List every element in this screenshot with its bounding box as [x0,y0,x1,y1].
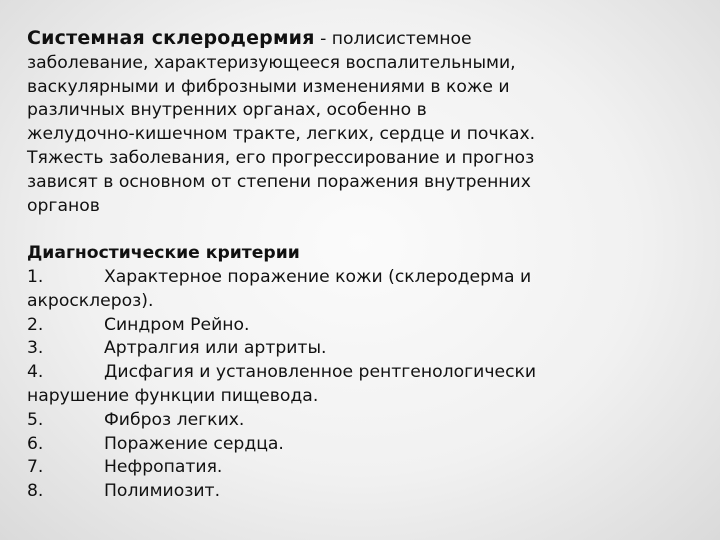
intro-line: Тяжесть заболевания, его прогрессирование и прогноз [27,147,535,168]
item-number: 8. [27,481,44,502]
item-number: 7. [27,457,44,478]
intro-line: заболевание, характеризующееся воспалительными, [27,52,516,73]
criteria-item-continuation: акросклероз). [27,290,154,311]
item-number: 3. [27,338,44,359]
criteria-item [27,314,687,338]
item-number: 1. [27,266,44,287]
criteria-item [27,433,687,457]
criteria-item [27,409,687,433]
criteria-title: Диагностические критерии [27,243,300,264]
item-text: Характерное поражение кожи (склеродерма и [104,266,532,287]
item-number: 2. [27,314,44,335]
item-text: Дисфагия и установленное рентгенологически [104,362,537,383]
item-number: 4. [27,362,44,383]
criteria-item [27,337,687,361]
disease-title: Системная склеродермия [27,27,315,49]
intro-lead: - полисистемное [314,29,472,49]
item-text: Полимиозит. [104,481,221,502]
intro-line: васкулярными и фиброзными изменениями в коже и [27,76,510,97]
item-number: 6. [27,433,44,454]
criteria-item [27,480,687,504]
criteria-item-continuation: нарушение функции пищевода. [27,385,319,406]
intro-line: желудочно-кишечном тракте, легких, сердце и почках. [27,124,536,145]
item-number: 5. [27,409,44,430]
criteria-item [27,456,687,480]
item-text: Фиброз легких. [104,409,245,430]
item-text: Поражение сердца. [104,433,284,454]
item-text: Нефропатия. [104,457,223,478]
intro-first-line [27,27,687,52]
intro-line: зависят в основном от степени поражения внутренних [27,171,531,192]
slide-content [27,27,687,504]
criteria-item [27,266,687,290]
intro-line: различных внутренних органах, особенно в [27,100,427,121]
criteria-item [27,361,687,385]
intro-line: органов [27,195,100,216]
item-text: Артралгия или артриты. [104,338,327,359]
item-text: Синдром Рейно. [104,314,250,335]
paragraph-spacer [27,218,687,242]
